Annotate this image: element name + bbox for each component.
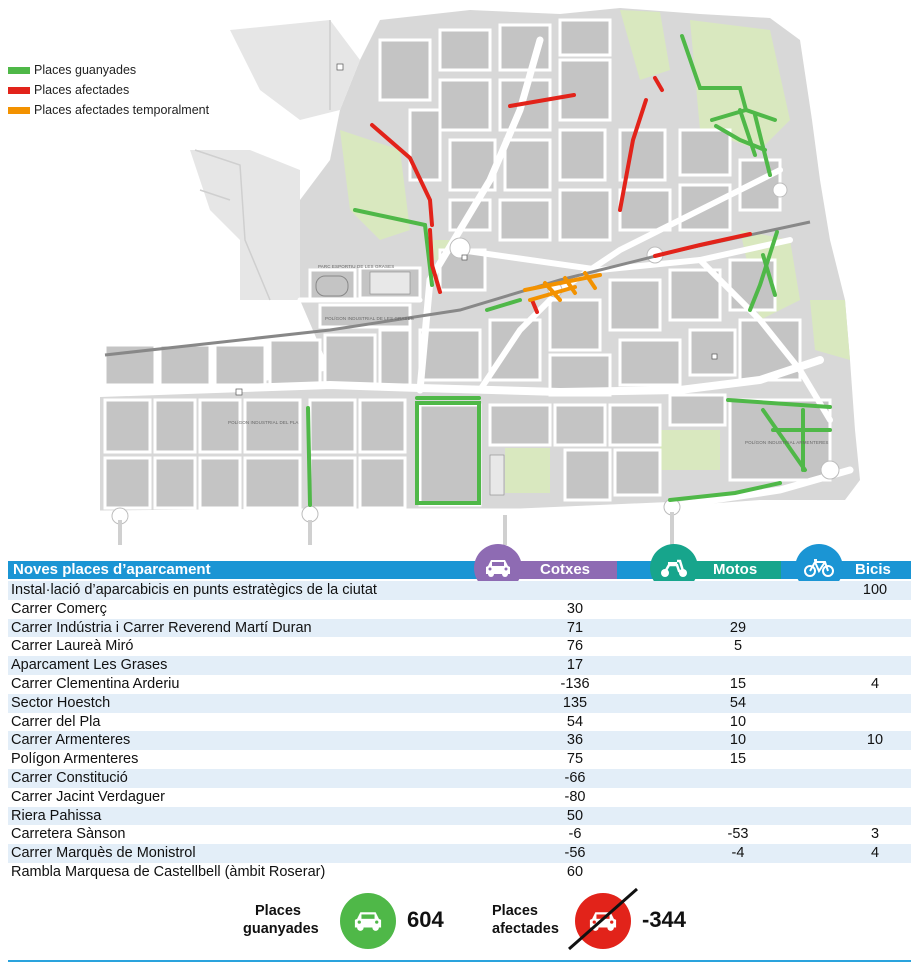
legend-item-affected [8, 80, 209, 100]
gained-label-line1: Places [255, 903, 301, 919]
cell-bicis: 3 [870, 826, 880, 843]
legend-item-temporary [8, 100, 209, 120]
column-label: Motos [713, 561, 758, 578]
table-row [8, 788, 911, 807]
cell-cotxes: 17 [566, 657, 584, 674]
legend-swatch-green [8, 67, 30, 74]
totals-section [0, 885, 919, 965]
legend-swatch-red [8, 87, 30, 94]
map-label-poligon-armenteres: POLÍGON INDUSTRIAL ARMENTERES [745, 440, 829, 445]
affected-label-line2: afectades [492, 921, 559, 937]
row-name: Riera Pahissa [11, 807, 102, 824]
table-row [8, 844, 911, 863]
table-row [8, 637, 911, 656]
row-name: Rambla Marquesa de Castellbell (àmbit Roserar) [11, 863, 326, 880]
cell-motos: 54 [729, 694, 747, 711]
table-row [8, 675, 911, 694]
gained-car-icon [340, 893, 396, 949]
gained-total: 604 [407, 907, 444, 932]
row-name: Polígon Armenteres [11, 751, 139, 768]
table-row [8, 581, 911, 600]
cell-bicis: 100 [862, 582, 888, 598]
cell-cotxes: -66 [564, 769, 586, 786]
table-row [8, 656, 911, 675]
cell-cotxes: 135 [562, 694, 588, 711]
row-name: Instal·lació d’aparcabicis en punts estratègics de la ciutat [11, 582, 377, 598]
column-label: Cotxes [540, 561, 591, 578]
table-title: Noves places d’aparcament [13, 561, 211, 578]
cell-motos: 10 [729, 713, 747, 730]
table-header [8, 557, 911, 581]
cell-motos: 15 [729, 751, 747, 768]
row-name: Carrer Indústria i Carrer Reverend Martí Duran [11, 619, 312, 636]
column-header-bicis [835, 561, 911, 579]
parking-table [8, 557, 911, 882]
cell-cotxes: -6 [568, 826, 582, 843]
map-label-poligon-pla: POLÍGON INDUSTRIAL DEL PLA [228, 420, 299, 425]
cell-cotxes: 75 [566, 751, 584, 768]
row-name: Carretera Sànson [11, 826, 126, 843]
table-row [8, 863, 911, 882]
legend-label: Places guanyades [34, 63, 137, 77]
row-name: Carrer del Pla [11, 713, 101, 730]
table-row [8, 807, 911, 826]
table-body [8, 581, 911, 882]
table-row [8, 619, 911, 638]
cell-cotxes: -136 [560, 675, 590, 692]
map-legend [8, 60, 209, 120]
affected-total: -344 [642, 907, 687, 932]
legend-label: Places afectades temporalment [34, 103, 210, 117]
cell-motos: 29 [729, 619, 747, 636]
cell-motos: -4 [731, 845, 745, 862]
cell-motos: 5 [733, 638, 743, 655]
table-row [8, 713, 911, 732]
row-name: Carrer Comerç [11, 600, 107, 617]
table-row [8, 600, 911, 619]
cell-cotxes: 60 [566, 863, 584, 880]
row-name: Carrer Armenteres [11, 732, 131, 749]
bottom-rule [8, 960, 911, 962]
cell-motos: 15 [729, 675, 747, 692]
cell-cotxes: 54 [566, 713, 584, 730]
column-label: Bicis [855, 561, 891, 578]
row-name: Carrer Jacint Verdaguer [11, 788, 165, 805]
cell-bicis: 4 [870, 845, 880, 862]
affected-label-line1: Places [492, 903, 538, 919]
row-name: Carrer Marquès de Monistrol [11, 845, 196, 862]
cell-bicis: 10 [866, 732, 884, 749]
cell-motos: 10 [729, 732, 747, 749]
table-row [8, 731, 911, 750]
cell-motos: -53 [727, 826, 749, 843]
row-name: Sector Hoestch [11, 694, 111, 711]
row-name: Carrer Constitució [11, 769, 128, 786]
cell-cotxes: 50 [566, 807, 584, 824]
legend-swatch-orange [8, 107, 30, 114]
cell-cotxes: 71 [566, 619, 584, 636]
row-name: Carrer Laureà Miró [11, 638, 134, 655]
cell-cotxes: 30 [566, 600, 584, 617]
cell-cotxes: -56 [564, 845, 586, 862]
strike-through-line [565, 885, 645, 955]
table-row [8, 769, 911, 788]
legend-label: Places afectades [34, 83, 130, 97]
row-name: Carrer Clementina Arderiu [11, 675, 180, 692]
table-row [8, 694, 911, 713]
row-name: Aparcament Les Grases [11, 657, 168, 674]
legend-item-gained [8, 60, 209, 80]
map-label-parc-esportiu: PARC ESPORTIU DE LES GRASES [318, 264, 395, 269]
table-row [8, 825, 911, 844]
map-label-poligon-grases: POLÍGON INDUSTRIAL DE LES GRASES [325, 316, 414, 321]
cell-cotxes: 36 [566, 732, 584, 749]
gained-label-line2: guanyades [243, 921, 319, 937]
table-row [8, 750, 911, 769]
cell-cotxes: -80 [564, 788, 586, 805]
cell-cotxes: 76 [566, 638, 584, 655]
cell-bicis: 4 [870, 675, 880, 692]
